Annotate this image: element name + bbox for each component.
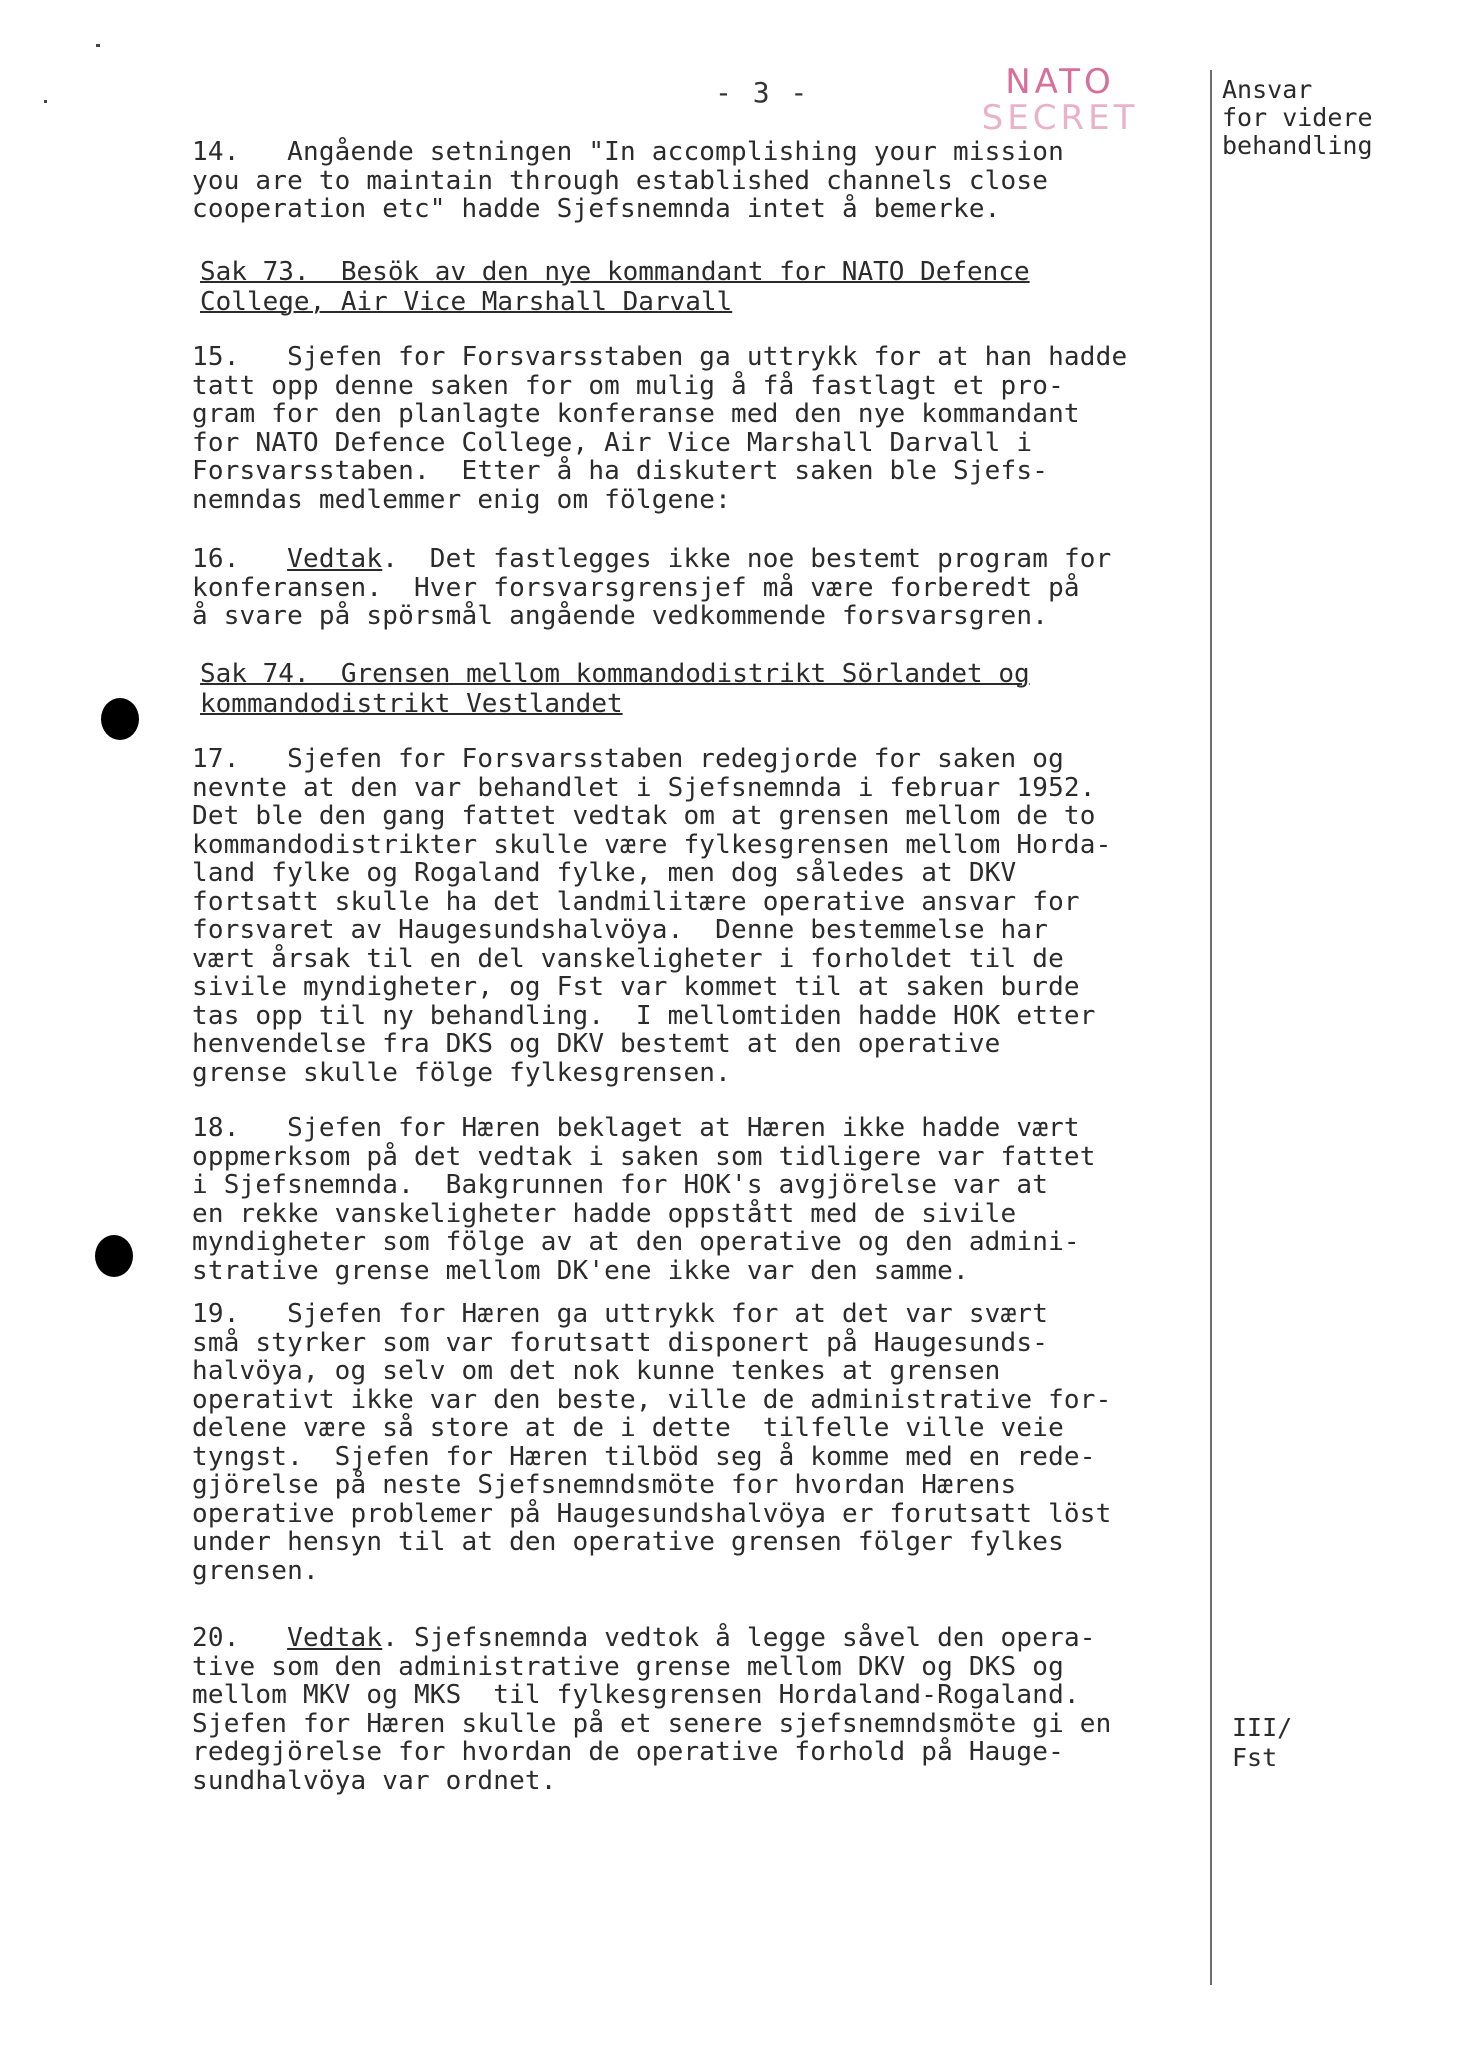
scan-speck — [44, 100, 47, 103]
paragraph-15: 15. Sjefen for Forsvarsstaben ga uttrykk for at han hadde tatt opp denne saken for om mulig å få fastlagt et pro- gram for den planlagte konferanse med den nye kommandant for NATO Defence College, Air Vice Marshall Darvall i Forsvarsstaben. Etter å ha diskutert saken ble Sjefs- nemndas medlemmer enig om fölgene: — [192, 342, 1128, 515]
paragraph-19: 19. Sjefen for Hæren ga uttrykk for at det var svært små styrker som var forutsatt disponert på Haugesunds- halvöya, og selv om det nok kunne tenkes at grensen operativt ikke var den beste, ville de administrative for- delene være så store at de i dette tilfelle ville veie tyngst. Sjefen for Hæren tilböd seg å komme med en rede- gjörelse på neste Sjefsnemndsmöte for hvordan Hærens operative problemer på Haugesundshalvöya er forutsatt löst under hensyn til at den operative grensen fölger fylkes grensen. — [192, 1299, 1112, 1586]
paragraph-14: 14. Angående setningen "In accomplishing your mission you are to maintain through established channels close cooperation etc" hadde Sjefsnemnda intet å bemerke. — [192, 137, 1064, 224]
paragraph-17: 17. Sjefen for Forsvarsstaben redegjorde for saken og nevnte at den var behandlet i Sjefsnemnda i februar 1952. Det ble den gang fattet vedtak om at grensen mellom de to kommandodistrikter skulle være fylkesgrensen mellom Horda- land fylke og Rogaland fylke, men dog således at DKV fortsatt skulle ha det landmilitære operative ansvar for forsvaret av Haugesundshalvöya. Denne bestemmelse har vært årsak til en del vanskeligheter i forholdet til de sivile myndigheter, og Fst var kommet til at saken burde tas opp til ny behandling. I mellomtiden hadde HOK etter henvendelse fra DKS og DKV bestemt at den operative grense skulle fölge fylkesgrensen. — [192, 744, 1112, 1088]
stamp-line-secret: SECRET — [981, 98, 1139, 138]
vedtak-label: Vedtak — [287, 544, 383, 574]
paragraph-20-number: 20. — [192, 1623, 288, 1653]
page-number: - 3 - — [715, 76, 810, 109]
paragraph-16-body: . Det fastlegges ikke noe bestemt program for konferansen. Hver forsvarsgrensjef må være forberedt på å svare på spörsmål angående vedkommende forsvarsgren. — [192, 544, 1112, 631]
paragraph-16 — [192, 545, 1207, 631]
paragraph-20 — [192, 1624, 1207, 1795]
margin-column-rule — [1210, 70, 1212, 1985]
paragraph-20-body: . Sjefsnemnda vedtok å legge såvel den opera- tive som den administrative grense mellom DKV og DKS og mellom MKV og MKS til fylkesgrensen Hordaland-Rogaland. Sjefen for Hæren skulle på et senere sjefsnemndsmöte gi en redegjörelse for hvordan de operative forhold på Hauge- sundhalvöya var ordnet. — [192, 1623, 1112, 1796]
paragraph-18: 18. Sjefen for Hæren beklaget at Hæren ikke hadde vært oppmerksom på det vedtak i saken som tidligere var fattet i Sjefsnemnda. Bakgrunnen for HOK's avgjörelse var at en rekke vanskeligheter hadde oppstått med de sivile myndigheter som fölge av at den operative og den admini- strative grense mellom DK'ene ikke var den samme. — [192, 1113, 1096, 1286]
punch-hole — [95, 1235, 133, 1277]
vedtak-label: Vedtak — [287, 1623, 383, 1653]
responsible-note-20: III/ Fst — [1232, 1713, 1293, 1772]
scan-speck — [96, 44, 100, 47]
responsibility-column-title: Ansvar for videre behandling — [1222, 75, 1373, 160]
sak-74-heading: Sak 74. Grensen mellom kommandodistrikt Sörlandet og kommandodistrikt Vestlandet — [200, 659, 1030, 719]
sak-73-heading: Sak 73. Besök av den nye kommandant for NATO Defence College, Air Vice Marshall Darvall — [200, 257, 1030, 317]
paragraph-16-number: 16. — [192, 544, 288, 574]
stamp-line-nato: NATO — [1005, 62, 1115, 102]
punch-hole — [101, 698, 139, 740]
